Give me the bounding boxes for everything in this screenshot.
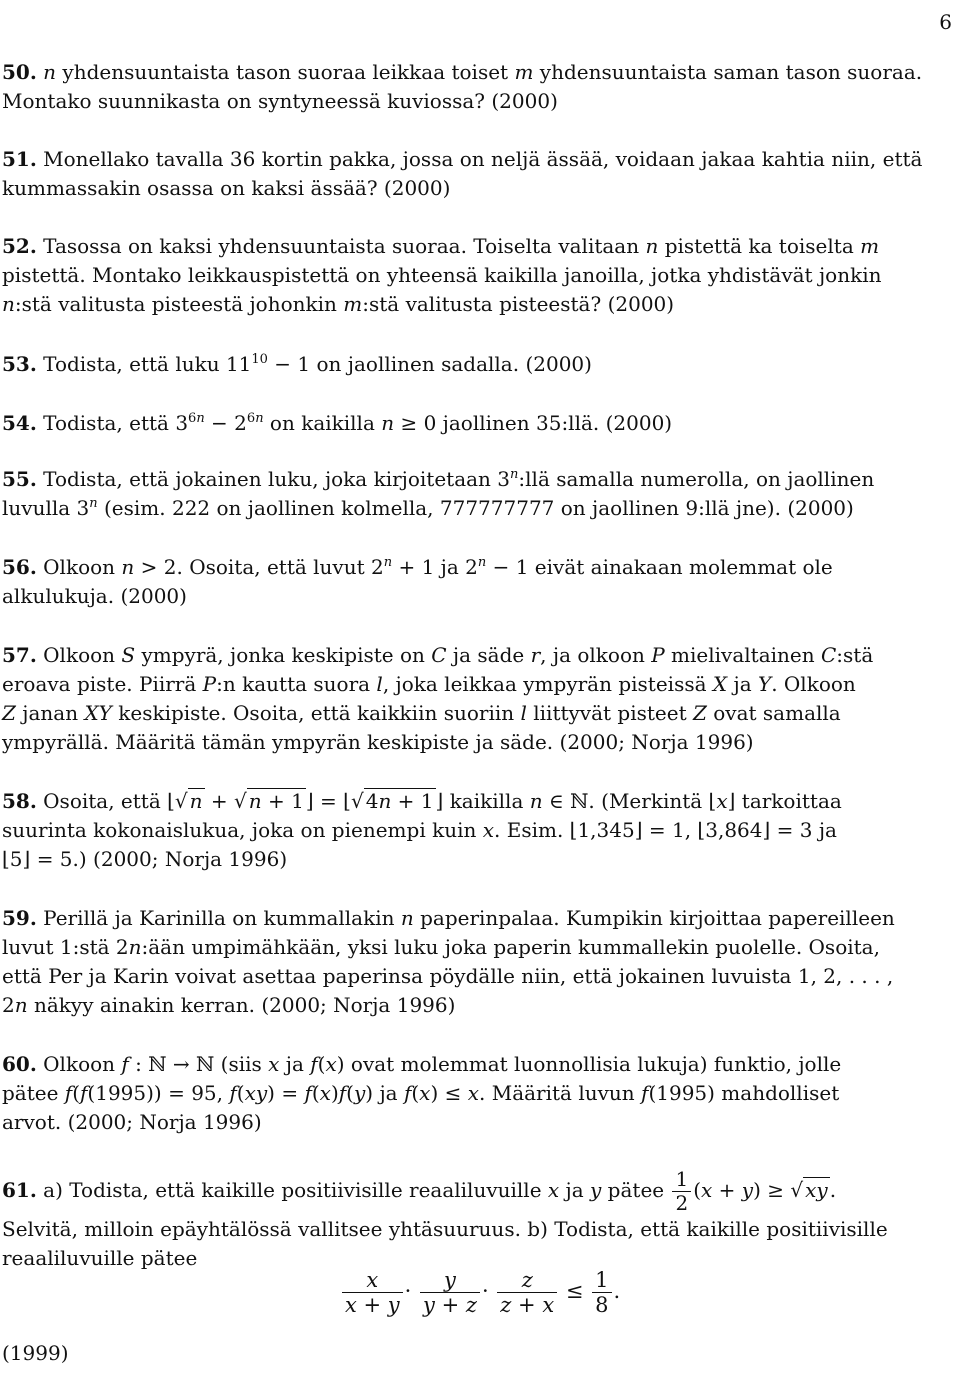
problem-51: 51. Monellako tavalla 36 kortin pakka, jossa on neljä ässää, voidaan jakaa kahtia niin, että kummassakin osassa on kaksi ässää? (2000) [2,147,923,200]
problem-number: 50. [2,60,37,84]
problem-number: 51. [2,147,37,171]
problem-57: 57. Olkoon S ympyrä, jonka keskipiste on C ja säde r, ja olkoon P mielivaltainen C:stä eroava piste. Piirrä P:n kautta suora l, joka leikkaa ympyrän pisteissä X ja Y. Olkoon Z janan XY keskipiste. Osoita, että kaikkiin suoriin l liittyvät pisteet Z ovat samalla ympyrällä. Määritä tämän ympyrän keskipiste ja säde. (2000; Norja 1996) [2,643,874,754]
problem-number: 59. [2,906,37,930]
problem-number: 52. [2,234,37,258]
year-note: (1999) [2,1341,69,1365]
problem-number: 60. [2,1052,37,1076]
problem-54: 54. Todista, että $3^{6n} - 2^{6n}$ on kaikilla n ≥ 0 jaollinen 35:llä. (2000) [2,411,673,435]
problem-number: 53. [2,352,37,376]
problem-number: 58. [2,789,37,813]
problem-50: 50. n yhdensuuntaista tason suoraa leikkaa toiset m yhdensuuntaista saman tason suoraa. Montako suunnikasta on syntyneessä kuviossa? (2000) [2,60,923,113]
problem-52: 52. Tasossa on kaksi yhdensuuntaista suoraa. Toiselta valitaan n pistettä ka toiselta m pistettä. Montako leikkauspistettä on yhteensä kaikilla janoilla, jotka yhdistävät jonkin n:stä valitusta pisteestä johonkin m:stä valitusta pisteestä? (2000) [2,234,882,316]
problem-number: 56. [2,555,37,579]
problem-number: 57. [2,643,37,667]
problem-53: 53. Todista, että luku $11^{10} - 1$ on jaollinen sadalla. (2000) [2,352,592,376]
page-number: 6 [939,10,952,34]
problem-number: 54. [2,411,37,435]
problem-61: 61. a) Todista, että kaikille positiivisille reaaliluvuille x ja y pätee $\frac{1}{2}$ (x + y) ≥ √ xy . Selvitä, milloin epäyhtälössä vallitsee yhtäsuuruus. b) Todista, että kaikille positiivisille reaaliluvuille pätee [2,1167,888,1270]
problem-55: 55. Todista, että jokainen luku, joka kirjoitetaan 3$^n$:llä samalla numerolla, on jaollinen luvulla 3$^n$ (esim. 222 on jaollinen kolmella, 777777777 on jaollinen 9:llä jne). (2000) [2,467,875,520]
problem-60: 60. Olkoon f : ℕ → ℕ (siis x ja f(x) ovat molemmat luonnollisia lukuja) funktio, jolle pätee f(f(1995)) = 95, f(xy) = f(x)f(y) ja f(x) ≤ x. Määritä luvun f(1995) mahdolliset arvot. (2000; Norja 1996) [2,1052,842,1134]
problem-number: 61. [2,1178,37,1202]
inequality-display: $\frac{x}{x + y}$ · $\frac{y}{y + z}$ · $\frac{z}{z + x}$ ≤ $\frac{1}{8}$ . [340,1268,620,1317]
problem-number: 55. [2,467,37,491]
fraction-half: $\frac{1}{2}$ [672,1168,691,1215]
problem-56: 56. Olkoon n > 2. Osoita, että luvut $2^n + 1$ ja $2^n - 1$ eivät ainakaan molemmat ole alkulukuja. (2000) [2,555,833,608]
problem-58: 58. Osoita, että ⌊√ n + √ n + 1 ⌋ = ⌊√ 4n + 1 ⌋ kaikilla n ∈ ℕ. (Merkintä ⌊x⌋ tarkoittaa suurinta kokonaislukua, joka on pienempi kuin x. Esim. ⌊1,345⌋ = 1, ⌊3,864⌋ = 3 ja ⌊5⌋ = 5.) (2000; Norja 1996) [2,789,842,871]
problem-59: 59. Perillä ja Karinilla on kummallakin n paperinpalaa. Kumpikin kirjoittaa papereilleen luvut 1:stä 2n:ään umpimähkään, yksi luku joka paperin kummallekin puolelle. Osoita, että Per ja Karin voivat asettaa paperinsa pöydälle niin, että jokainen luvuista 1, 2, . . . , 2n näkyy ainakin kerran. (2000; Norja 1996) [2,906,895,1017]
